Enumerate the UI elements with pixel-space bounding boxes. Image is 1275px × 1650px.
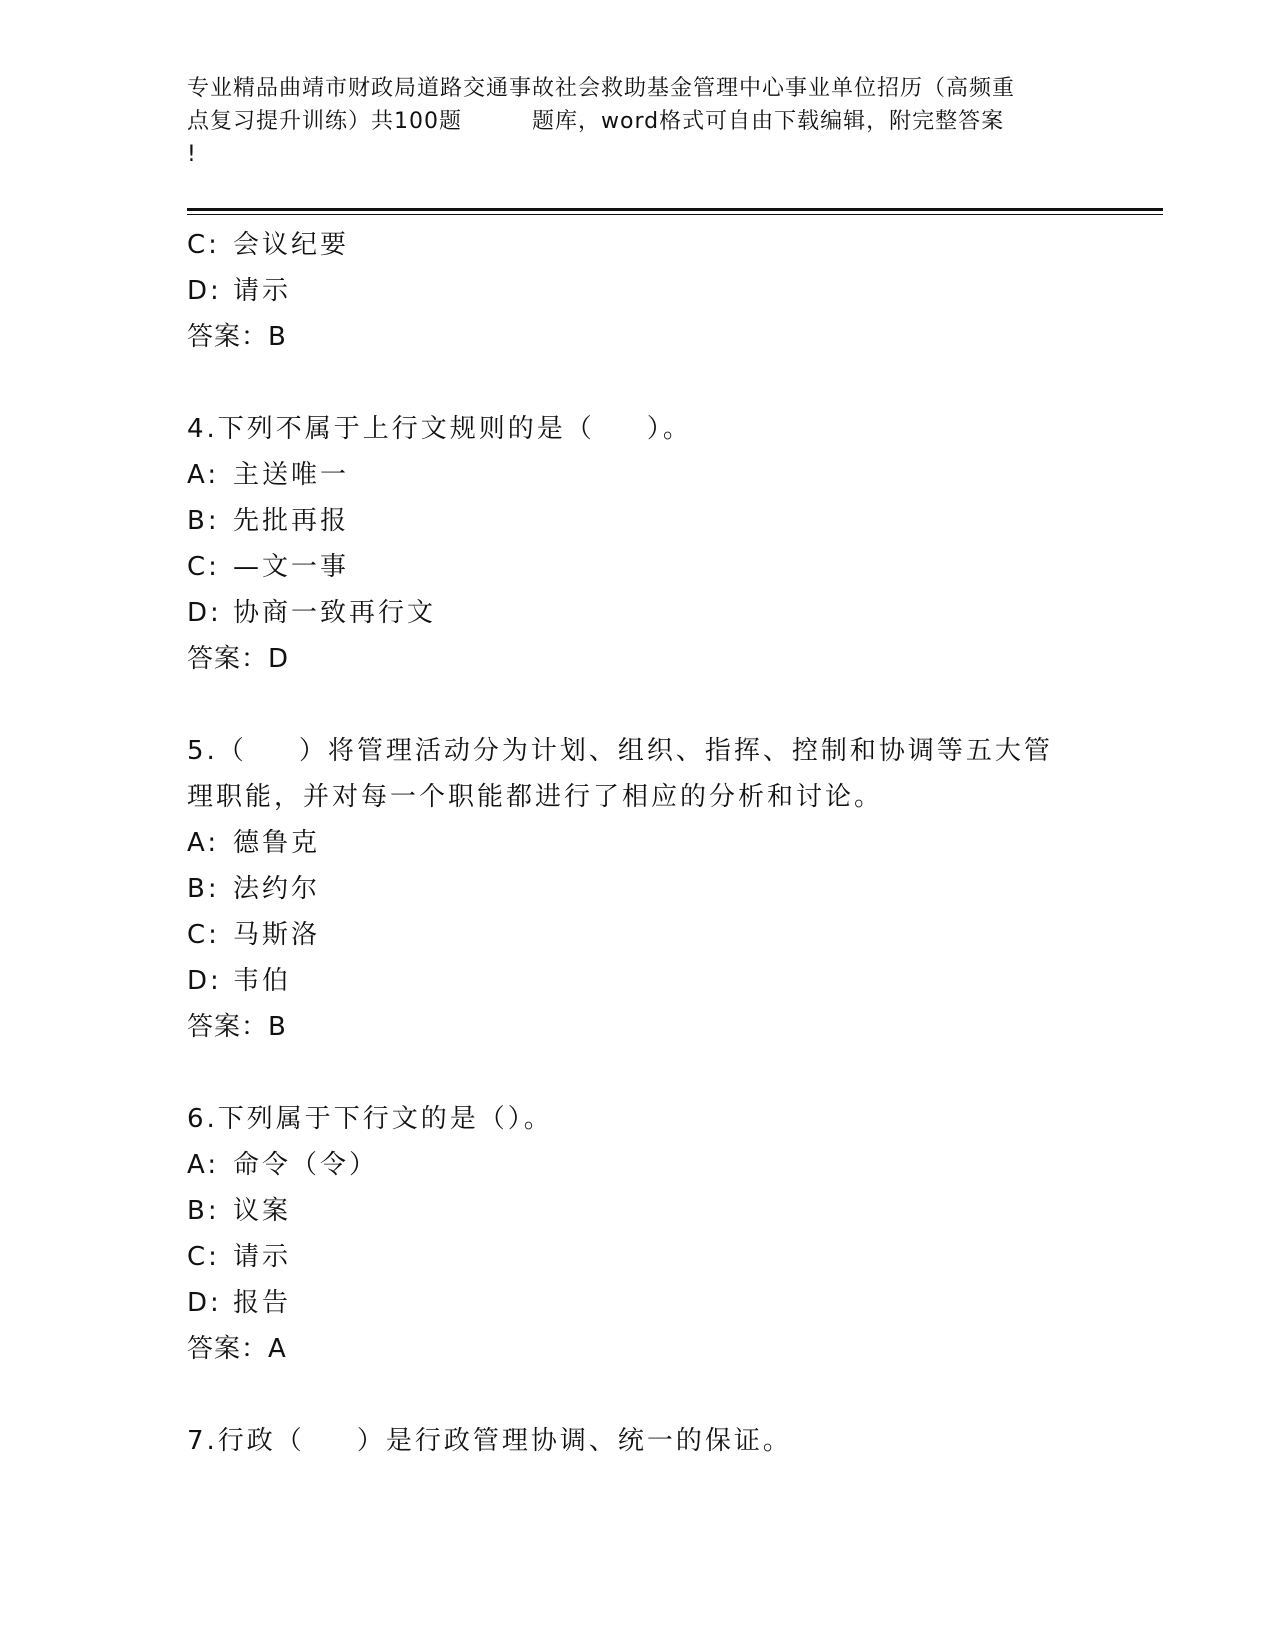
option-b: B: 法约尔 bbox=[187, 874, 321, 904]
header-title-line-2 bbox=[187, 105, 1087, 138]
question-4 bbox=[187, 406, 1087, 682]
question-stem: 4.下列不属于上行文规则的是（ ）。 bbox=[187, 414, 692, 444]
question-stem: 7.行政（ ）是行政管理协调、统一的保证。 bbox=[187, 1426, 792, 1456]
question-stem-continued: 理职能，并对每一个职能都进行了相应的分析和讨论。 bbox=[187, 782, 884, 812]
header-divider-thick bbox=[187, 208, 1163, 211]
option-c: C: —文一事 bbox=[187, 552, 350, 582]
option-b: B: 先批再报 bbox=[187, 506, 350, 536]
answer-line: 答案：D bbox=[187, 644, 290, 674]
option-d: D: 请示 bbox=[187, 276, 292, 306]
question-7 bbox=[187, 1418, 1087, 1464]
option-a: A: 德鲁克 bbox=[187, 828, 321, 858]
question-5 bbox=[187, 728, 1087, 1050]
header-title-line-2b: 题库，word格式可自由下载编辑，附完整答案 bbox=[532, 109, 1005, 134]
option-d: D: 协商一致再行文 bbox=[187, 598, 437, 628]
option-c: C: 会议纪要 bbox=[187, 230, 350, 260]
header-title-line-1: 专业精品曲靖市财政局道路交通事故社会救助基金管理中心事业单位招历（高频重 bbox=[187, 76, 1016, 101]
option-a: A: 主送唯一 bbox=[187, 460, 350, 490]
answer-line: 答案：B bbox=[187, 322, 287, 352]
header-title-line-3: ! bbox=[187, 142, 197, 167]
answer-line: 答案：A bbox=[187, 1334, 287, 1364]
option-d: D: 韦伯 bbox=[187, 966, 292, 996]
option-c: C: 马斯洛 bbox=[187, 920, 321, 950]
question-3-tail bbox=[187, 222, 1087, 360]
question-6 bbox=[187, 1096, 1087, 1372]
question-stem: 5.（ ）将管理活动分为计划、组织、指挥、控制和协调等五大管 bbox=[187, 736, 1053, 766]
document-header bbox=[187, 72, 1087, 171]
question-list bbox=[187, 222, 1087, 1464]
question-stem: 6.下列属于下行文的是（）。 bbox=[187, 1104, 553, 1134]
option-c: C: 请示 bbox=[187, 1242, 292, 1272]
option-d: D: 报告 bbox=[187, 1288, 292, 1318]
option-b: B: 议案 bbox=[187, 1196, 292, 1226]
header-title-line-2a: 点复习提升训练）共100题 bbox=[187, 109, 462, 134]
answer-line: 答案：B bbox=[187, 1012, 287, 1042]
option-a: A: 命令（令） bbox=[187, 1150, 379, 1180]
header-divider-thin bbox=[187, 214, 1163, 215]
